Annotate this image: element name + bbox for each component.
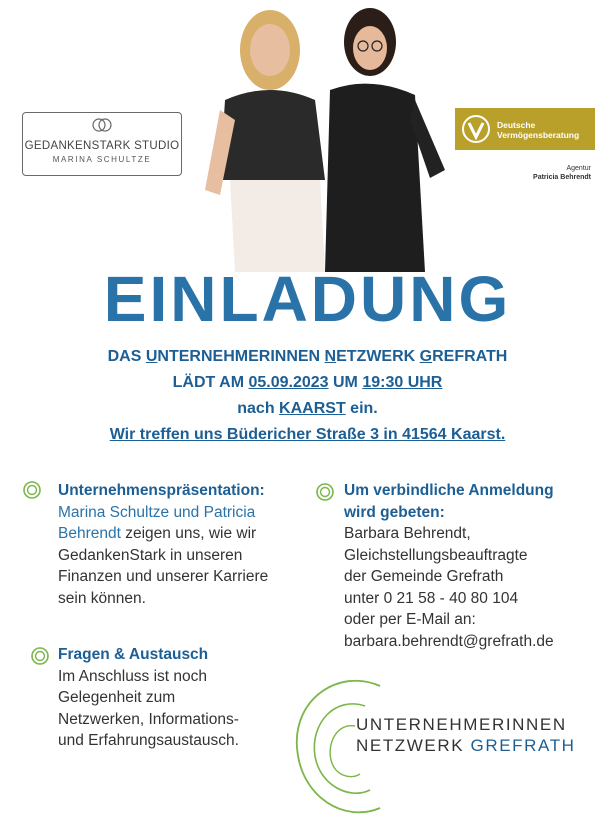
- studio-owner: MARINA SCHULTZE: [52, 155, 152, 164]
- green-spiral-icon: [315, 482, 335, 502]
- registration-heading: Um verbindliche Anmeldung wird gebeten:: [344, 482, 554, 521]
- presentation-text: Marina Schultze und Patricia Behrendt zeigen uns, wie wir GedankenStark in unseren Finanzen und unserer Karriere sein können.: [58, 503, 269, 607]
- contact-email[interactable]: barbara.behrendt@grefrath.de: [344, 632, 554, 650]
- meeting-address: Wir treffen uns Büdericher Straße 3 in 41564 Kaarst.: [109, 426, 506, 443]
- dvag-line2: Vermögensberatung: [497, 130, 580, 140]
- dvag-emblem-icon: [461, 114, 491, 144]
- studio-name: GEDANKENSTARK STUDIO: [24, 140, 180, 152]
- intro-line-1: DAS UNTERNEHMERINNEN NETZWERK GREFRATH: [107, 348, 508, 365]
- exchange-heading: Fragen & Austausch: [58, 646, 209, 663]
- registration-contact: Barbara Behrendt, Gleichstellungsbeauftragte der Gemeinde Grefrath unter 0 21 58 - 40 80 104 oder per E-Mail an: barbara.behrendt@grefrath.de: [344, 525, 554, 650]
- hosts-photo: [175, 0, 455, 272]
- agent-label: Agentur: [566, 165, 591, 172]
- exchange-text: Im Anschluss ist noch Gelegenheit zum Netzwerken, Informations- und Erfahrungsaustausch.: [58, 667, 239, 749]
- studio-rings-icon: [91, 117, 113, 133]
- gedankenstark-studio-logo: [22, 112, 182, 176]
- dvag-line1: Deutsche: [497, 120, 536, 130]
- dvag-logo: [455, 108, 595, 150]
- agent-name: Patricia Behrendt: [533, 174, 591, 181]
- presentation-heading: Unternehmenspräsentation:: [58, 482, 265, 499]
- presentation-section: [58, 480, 308, 609]
- dvag-agent: [455, 154, 595, 190]
- network-logo-text: UNTERNEHMERINNEN NETZWERK GREFRATH: [356, 715, 576, 755]
- page-title: EINLADUNG: [103, 263, 512, 335]
- intro-line-3: nach KAARST ein.: [237, 400, 378, 417]
- green-spiral-icon: [30, 646, 50, 666]
- registration-section: [344, 480, 609, 652]
- green-spiral-icon: [22, 480, 42, 500]
- exchange-section: [58, 644, 298, 752]
- intro-line-2: LÄDT AM 05.09.2023 UM 19:30 UHR: [172, 374, 443, 391]
